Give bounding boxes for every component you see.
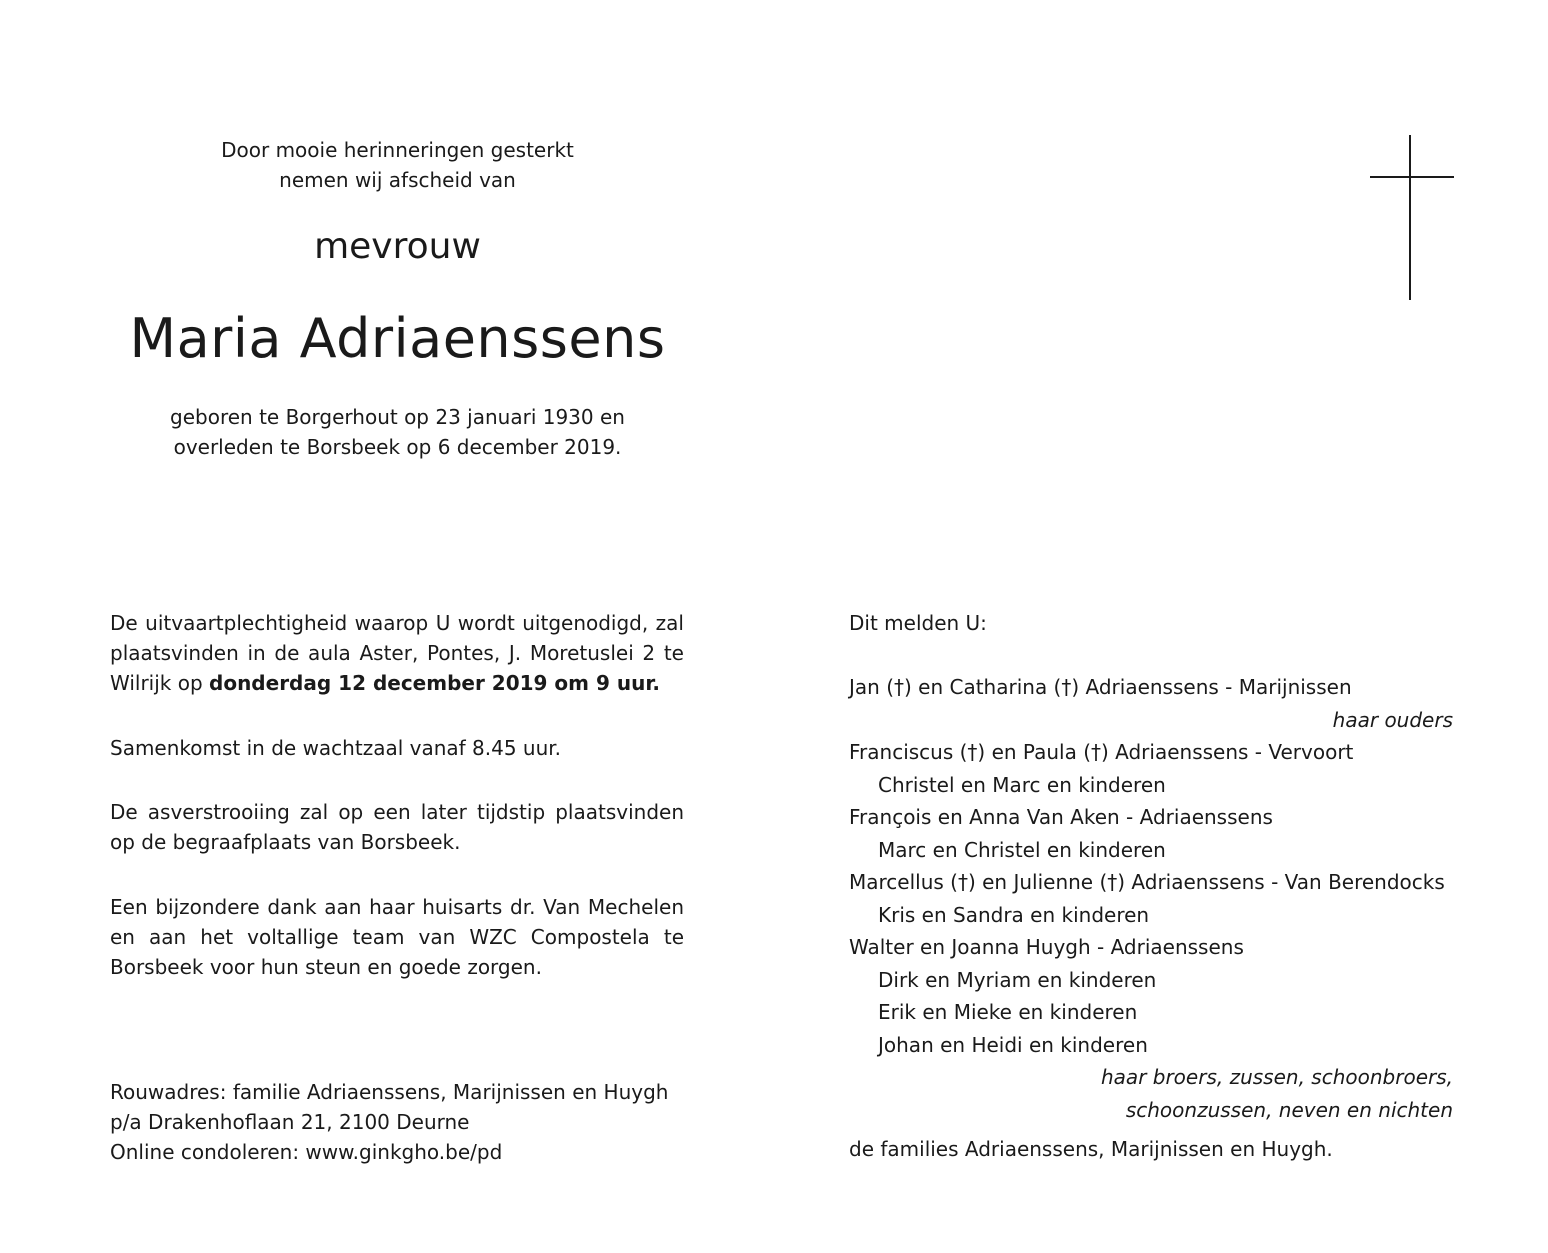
intro-line-1: Door mooie herinneringen gesterkt: [221, 138, 574, 162]
intro-text: [120, 135, 675, 195]
deceased-name: Maria Adriaenssens: [129, 307, 666, 370]
life-dates: [120, 402, 675, 462]
family-line: Erik en Mieke en kinderen: [878, 1000, 1138, 1024]
cross-horizontal-bar: [1370, 176, 1454, 178]
family-line: François en Anna Van Aken - Adriaenssens: [849, 805, 1273, 829]
ashes-text: De asverstrooiing zal op een later tijdstip plaatsvinden op de begraafplaats van Borsbeek.: [110, 800, 684, 854]
closing-line: de families Adriaenssens, Marijnissen en Huygh.: [849, 1137, 1333, 1161]
birth-line: geboren te Borgerhout op 23 januari 1930 en: [170, 405, 625, 429]
ashes-paragraph: [110, 797, 684, 857]
address-block: [110, 1077, 684, 1167]
cross-vertical-bar: [1409, 135, 1411, 300]
announce-heading: Dit melden U:: [849, 611, 987, 635]
family-line: Marc en Christel en kinderen: [878, 837, 1166, 862]
thanks-text: Een bijzondere dank aan haar huisarts dr. Van Mechelen en aan het voltallige team van WZC Compostela te Borsbeek voor hun steun en goede zorgen.: [110, 895, 684, 979]
siblings-role-line-2: schoonzussen, neven en nichten: [1125, 1097, 1453, 1122]
ceremony-paragraph: [110, 608, 684, 698]
honorific-title: mevrouw: [314, 226, 481, 267]
ceremony-text: De uitvaartplechtigheid waarop U wordt uitgenodigd, zal plaatsvinden in de aula Aster, Pontes, J. Moretuslei 2 te Wilrijk op: [110, 611, 684, 695]
parents-line: Jan (†) en Catharina (†) Adriaenssens - Marijnissen: [849, 675, 1352, 699]
thanks-paragraph: [110, 892, 684, 982]
cross-icon: [1370, 135, 1454, 300]
family-list: [849, 671, 1453, 1126]
address-line-1: Rouwadres: familie Adriaenssens, Marijnissen en Huygh: [110, 1080, 669, 1104]
family-line: Walter en Joanna Huygh - Adriaenssens: [849, 935, 1244, 959]
family-line: Dirk en Myriam en kinderen: [878, 967, 1157, 992]
family-line: Johan en Heidi en kinderen: [878, 1032, 1148, 1057]
gathering-text: Samenkomst in de wachtzaal vanaf 8.45 uur.: [110, 736, 562, 760]
family-line: Kris en Sandra en kinderen: [878, 902, 1150, 927]
intro-line-2: nemen wij afscheid van: [279, 168, 516, 192]
family-line: Marcellus (†) en Julienne (†) Adriaenssens - Van Berendocks: [849, 870, 1445, 894]
family-line: Franciscus (†) en Paula (†) Adriaenssens - Vervoort: [849, 740, 1354, 764]
family-line: Christel en Marc en kinderen: [878, 772, 1166, 797]
address-line-2: p/a Drakenhoflaan 21, 2100 Deurne: [110, 1110, 470, 1134]
ceremony-date: donderdag 12 december 2019 om 9 uur.: [209, 671, 660, 695]
death-line: overleden te Borsbeek op 6 december 2019.: [173, 435, 622, 459]
gathering-paragraph: [110, 733, 684, 763]
siblings-role-line-1: haar broers, zussen, schoonbroers,: [1101, 1065, 1453, 1089]
parents-role: haar ouders: [1332, 707, 1453, 732]
address-line-3: Online condoleren: www.ginkgho.be/pd: [110, 1140, 503, 1164]
